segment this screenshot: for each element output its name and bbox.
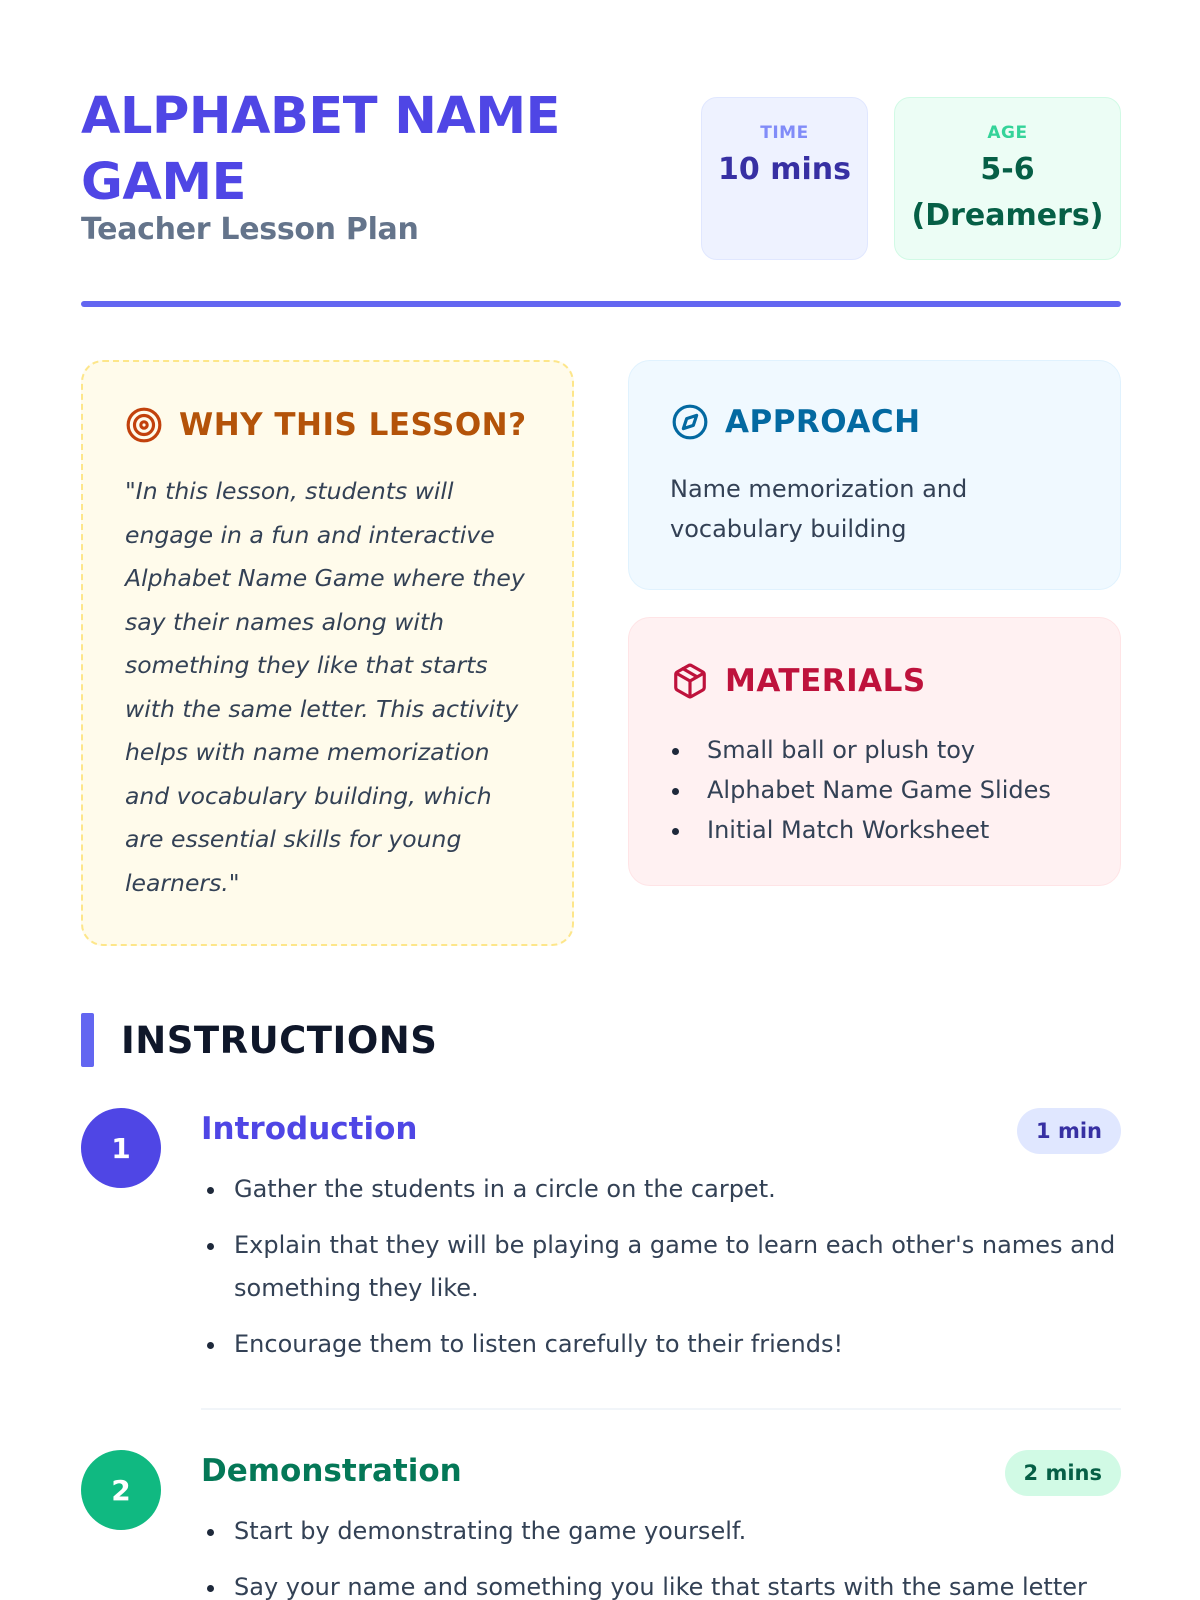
why-quote: "In this lesson, students will engage in a fun and interactive Alphabet Name Game where they say their names along with something they like that starts with the same letter. This activity helps with name memorization and vocabulary building, which are essential skills for young learners."	[125, 477, 525, 897]
step-duration-badge: 1 min	[1017, 1108, 1121, 1154]
step-number-badge: 2	[81, 1450, 161, 1530]
step-item: Say your name and something you like that starts with the same letter	[201, 1566, 1121, 1600]
time-badge	[701, 97, 868, 260]
section-accent-bar	[81, 1013, 94, 1067]
why-card-heading: WHY THIS LESSON?	[179, 407, 527, 443]
instructions-section-header	[81, 1013, 437, 1067]
why-card-header	[125, 406, 527, 444]
materials-item: Initial Match Worksheet	[670, 810, 1051, 850]
step-item: Explain that they will be playing a game to learn each other's names and something they like.	[201, 1224, 1121, 1310]
header-divider	[81, 301, 1121, 307]
materials-card-header	[671, 662, 926, 700]
page-title: ALPHABET NAME GAME	[81, 87, 560, 212]
age-badge	[894, 97, 1121, 260]
step-title: Introduction	[201, 1111, 418, 1147]
time-value: 10 mins	[718, 152, 851, 187]
step-title: Demonstration	[201, 1453, 462, 1489]
step-item: Start by demonstrating the game yourself.	[201, 1510, 1121, 1553]
instruction-step-1	[81, 1108, 1121, 1408]
approach-text: Name memorization and vocabulary building	[670, 475, 968, 543]
page-subtitle: Teacher Lesson Plan	[81, 212, 419, 247]
materials-card-heading: MATERIALS	[725, 663, 926, 699]
step-number-badge: 1	[81, 1108, 161, 1188]
why-this-lesson-card	[81, 360, 574, 946]
age-label: AGE	[987, 123, 1028, 143]
materials-item: Alphabet Name Game Slides	[670, 770, 1051, 810]
step-divider	[201, 1408, 1121, 1410]
step-item: Gather the students in a circle on the carpet.	[201, 1168, 1121, 1211]
instruction-step-2	[81, 1450, 1121, 1600]
step-item-list	[201, 1510, 1121, 1600]
step-duration-badge: 2 mins	[1005, 1450, 1121, 1496]
step-item-list	[201, 1168, 1121, 1379]
compass-icon	[671, 403, 709, 441]
materials-list	[670, 730, 1051, 850]
materials-item: Small ball or plush toy	[670, 730, 1051, 770]
target-icon	[125, 406, 163, 444]
approach-card-header	[671, 403, 921, 441]
step-item: Encourage them to listen carefully to their friends!	[201, 1323, 1121, 1366]
age-value: 5-6 (Dreamers)	[911, 152, 1104, 233]
package-icon	[671, 662, 709, 700]
lesson-header	[81, 78, 1121, 308]
time-label: TIME	[760, 123, 809, 143]
instructions-heading: INSTRUCTIONS	[121, 1018, 438, 1062]
approach-card-heading: APPROACH	[725, 404, 921, 440]
approach-card	[628, 360, 1121, 590]
materials-card	[628, 617, 1121, 886]
